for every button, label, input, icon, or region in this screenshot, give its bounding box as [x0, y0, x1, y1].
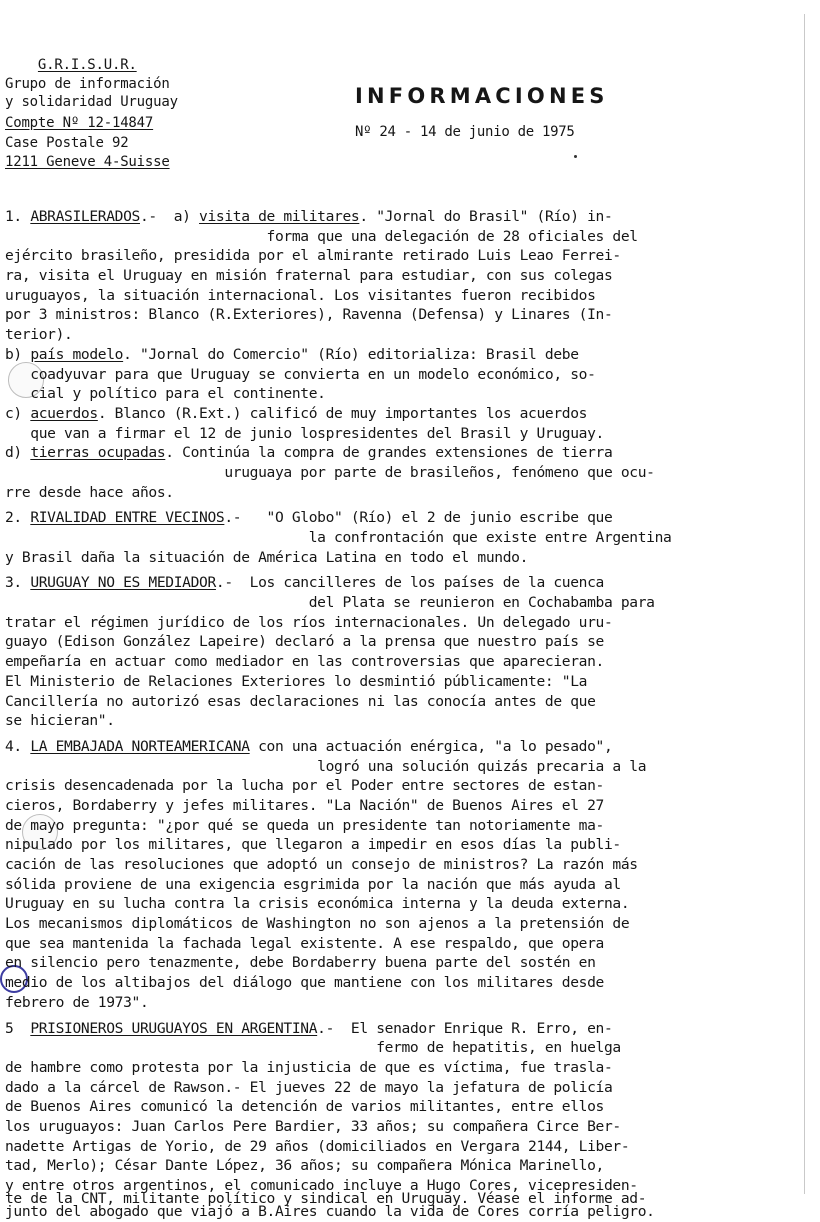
- section-1b-line-1: b) país modelo. "Jornal do Comercio" (Río) editorializa: Brasil debe: [5, 345, 579, 363]
- org-line-1: Grupo de información: [5, 75, 170, 92]
- section-3-line: tratar el régimen jurídico de los ríos internacionales. Un delegado uru-: [5, 613, 613, 631]
- section-5-number: 5: [5, 1019, 14, 1037]
- section-4-line: Los mecanismos diplomáticos de Washington no son ajenos a la pretensión de: [5, 915, 630, 933]
- account-number: Compte Nº 12-14847: [5, 114, 154, 131]
- section-3-line: guayo (Edison González Lapeire) declaró a la prensa que nuestro país se: [5, 633, 604, 651]
- section-5-line-1: 5 PRISIONEROS URUGUAYOS EN ARGENTINA.- El senador Enrique R. Erro, en-: [5, 1019, 613, 1037]
- org-acronym: G.R.I.S.U.R.: [37, 57, 137, 73]
- section-4-line: cieros, Bordaberry y jefes militares. "La Nación" de Buenos Aires el 27: [5, 796, 604, 814]
- section-1d-line-1: d) tierras ocupadas. Continúa la compra de grandes extensiones de tierra: [5, 444, 613, 462]
- section-1b-line: cial y político para el continente.: [5, 385, 326, 403]
- section-4-line: en silencio pero tenazmente, debe Bordaberry buena parte del sostén en: [5, 954, 596, 972]
- section-2-line-1: 2. RIVALIDAD ENTRE VECINOS.- "O Globo" (Río) el 2 de junio escribe que: [5, 509, 613, 527]
- section-3-line: Cancillería no autorizó esas declaraciones ni las conocía antes de que: [5, 692, 596, 710]
- section-5-line: de hambre como protesta por la injusticia de que es víctima, fue trasla-: [5, 1058, 613, 1076]
- section-1a-subheading: visita de militares: [199, 208, 360, 225]
- section-1d-subheading: tierras ocupadas: [30, 444, 166, 462]
- section-5-line: y entre otros argentinos, el comunicado incluye a Hugo Cores, vicepresiden-: [5, 1177, 638, 1194]
- section-4-line: febrero de 1973".: [5, 993, 149, 1011]
- section-3-heading: URUGUAY NO ES MEDIADOR: [30, 574, 216, 592]
- section-1-line: ra, visita el Uruguay en misión fraternal para estudiar, con sus colegas: [5, 267, 613, 285]
- address-line-1: Case Postale 92: [5, 135, 129, 152]
- section-4-line: nipulado por los militares, que llegaron a impedir en esos días la publi-: [5, 836, 621, 854]
- section-1-line: terior).: [5, 326, 73, 344]
- section-5-line: te de la CNT, militante político y sindical en Uruguay. Véase el informe ad-: [5, 1190, 647, 1207]
- section-3-line-1: 3. URUGUAY NO ES MEDIADOR.- Los cancilleres de los países de la cuenca: [5, 574, 604, 592]
- section-1d-line: rre desde hace años.: [5, 483, 174, 501]
- section-4-line: de mayo pregunta: "¿por qué se queda un presidente tan notoriamente ma-: [5, 816, 604, 834]
- section-5-line: fermo de hepatitis, en huelga: [5, 1039, 621, 1057]
- document-body: [5, 207, 797, 1222]
- section-1-line: forma que una delegación de 28 oficiales del: [5, 227, 638, 245]
- section-1c-line-1: c) acuerdos. Blanco (R.Ext.) calificó de muy importantes los acuerdos: [5, 404, 588, 422]
- section-3-line: empeñaría en actuar como mediador en las controversias que aparecieran.: [5, 653, 604, 671]
- section-5-heading: PRISIONEROS URUGUAYOS EN ARGENTINA: [30, 1019, 318, 1037]
- section-4-line: crisis desencadenada por la lucha por el Poder entre sectores de estan-: [5, 777, 604, 795]
- address-line-2: 1211 Geneve 4-Suisse: [5, 153, 170, 170]
- section-4-line-1: 4. LA EMBAJADA NORTEAMERICANA con una actuación enérgica, "a lo pesado",: [5, 737, 613, 755]
- section-5-line: los uruguayos: Juan Carlos Pere Bardier, 33 años; su compañera Circe Ber-: [5, 1117, 621, 1135]
- section-5-line: nadette Artigas de Yorio, de 29 años (domiciliados en Vergara 2144, Liber-: [5, 1137, 630, 1155]
- section-4-line: Uruguay en su lucha contra la crisis económica interna y la deuda externa.: [5, 895, 630, 913]
- section-2-line: la confrontación que existe entre Argentina: [5, 529, 672, 546]
- section-5-line: dado a la cárcel de Rawson.- El jueves 22 de mayo la jefatura de policía: [5, 1078, 613, 1096]
- section-5-line: tad, Merlo); César Dante López, 36 años; su compañera Mónica Marinello,: [5, 1157, 604, 1175]
- section-4-line: medio de los altibajos del diálogo que mantiene con los militares desde: [5, 974, 604, 992]
- section-1-heading: ABRASILERADOS: [30, 208, 140, 225]
- section-1d-line: uruguaya por parte de brasileños, fenómeno que ocu-: [5, 463, 655, 481]
- ink-dot: [574, 155, 577, 158]
- letterhead: [5, 56, 178, 172]
- issue-line: Nº 24 - 14 de junio de 1975: [355, 124, 575, 140]
- section-1b-line: coadyuvar para que Uruguay se convierta en un modelo económico, so-: [5, 365, 596, 383]
- section-2-line: y Brasil daña la situación de América Latina en todo el mundo.: [5, 548, 529, 566]
- section-4-heading: LA EMBAJADA NORTEAMERICANA: [30, 737, 250, 755]
- section-2-heading: RIVALIDAD ENTRE VECINOS: [30, 509, 225, 527]
- section-1b-subheading: país modelo: [30, 345, 124, 363]
- page-edge-rule: [804, 14, 805, 1194]
- section-5-line: junto del abogado que viajó a B.Aires cuando la vida de Cores corría peligro.: [5, 1203, 655, 1220]
- org-line-2: y solidaridad Uruguay: [5, 94, 178, 111]
- section-1-line: por 3 ministros: Blanco (R.Exteriores), Ravenna (Defensa) y Linares (In-: [5, 306, 613, 324]
- newsletter-title: INFORMACIONES: [355, 84, 609, 108]
- section-1-line-1: 1. ABRASILERADOS.- a) visita de militares. "Jornal do Brasil" (Río) in-: [5, 208, 613, 225]
- section-1c-line: que van a firmar el 12 de junio lospresidentes del Brasil y Uruguay.: [5, 424, 604, 442]
- section-1-line: uruguayos, la situación internacional. Los visitantes fueron recibidos: [5, 286, 596, 304]
- section-4-line: que sea mantenida la fachada legal existente. A ese respaldo, que opera: [5, 934, 604, 952]
- section-5-line: de Buenos Aires comunicó la detención de varios militantes, entre ellos: [5, 1098, 604, 1116]
- section-4-line: sólida proviene de una exigencia esgrimida por la nación que más ayuda al: [5, 875, 621, 893]
- section-3-line: del Plata se reunieron en Cochabamba para: [5, 594, 655, 612]
- section-4-line: logró una solución quizás precaria a la: [5, 757, 647, 775]
- section-4-line: cación de las resoluciones que adoptó un consejo de ministros? La razón más: [5, 856, 638, 873]
- section-1-line: ejército brasileño, presidida por el almirante retirado Luis Leao Ferrei-: [5, 247, 621, 265]
- section-1c-subheading: acuerdos: [30, 404, 98, 422]
- section-3-line: se hicieran".: [5, 712, 115, 730]
- section-3-line: El Ministerio de Relaciones Exteriores lo desmintió públicamente: "La: [5, 672, 588, 690]
